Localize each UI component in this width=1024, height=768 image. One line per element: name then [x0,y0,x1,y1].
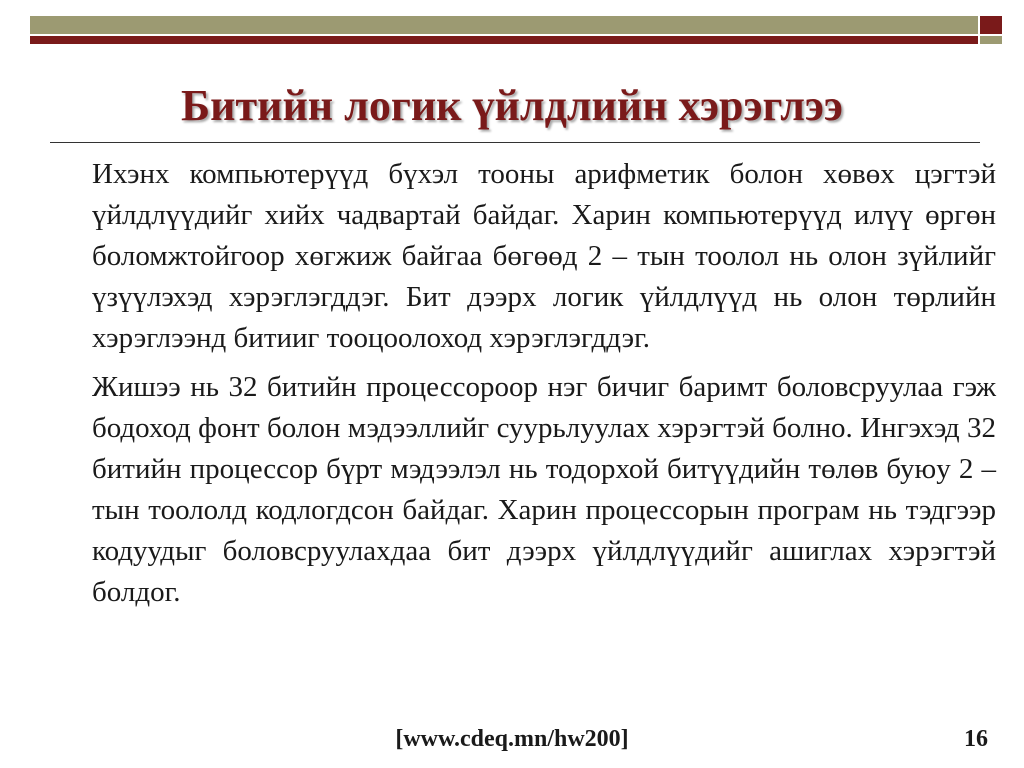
slide-body [92,154,996,613]
corner-maroon-square [980,16,1002,34]
page-number: 16 [964,726,988,752]
body-paragraph-2: Жишээ нь 32 битийн процессороор нэг бичиг баримт боловсруулаа гэж бодоход фонт болон мэдээллийг суурьлуулах хэрэгтэй болно. Ингэхэд 32 битийн процессор бүрт мэдээлэл нь тодорхой битүүдийн төлөв буюу 2 – тын тоололд кодлогдсон байдаг. Харин процессорын програм нь тэдгээр кодуудыг боловсруулахдаа бит дээрх үйлдлүүдийг ашиглах хэрэгтэй болдог. [92,371,996,608]
top-olive-bar [30,16,978,34]
corner-olive-square [980,36,1002,44]
title-divider [50,142,980,143]
top-maroon-bar [30,36,978,44]
body-paragraph-1: Ихэнх компьютерүүд бүхэл тооны арифметик болон хөвөх цэгтэй үйлдлүүдийг хийх чадвартай байдаг. Харин компьютерүүд илүү өргөн боломжтойгоор хөгжиж байгаа бөгөөд 2 – тын тоолол нь олон зүйлийг үзүүлэхэд хэрэглэгддэг. Бит дээрх логик үйлдлүүд нь олон төрлийн хэрэглээнд битииг тооцоолоход хэрэглэгддэг. [92,158,996,354]
footer-url: [www.cdeq.mn/hw200] [395,726,629,752]
slide-title: Битийн логик үйлдлийн хэрэглээ [181,81,843,130]
